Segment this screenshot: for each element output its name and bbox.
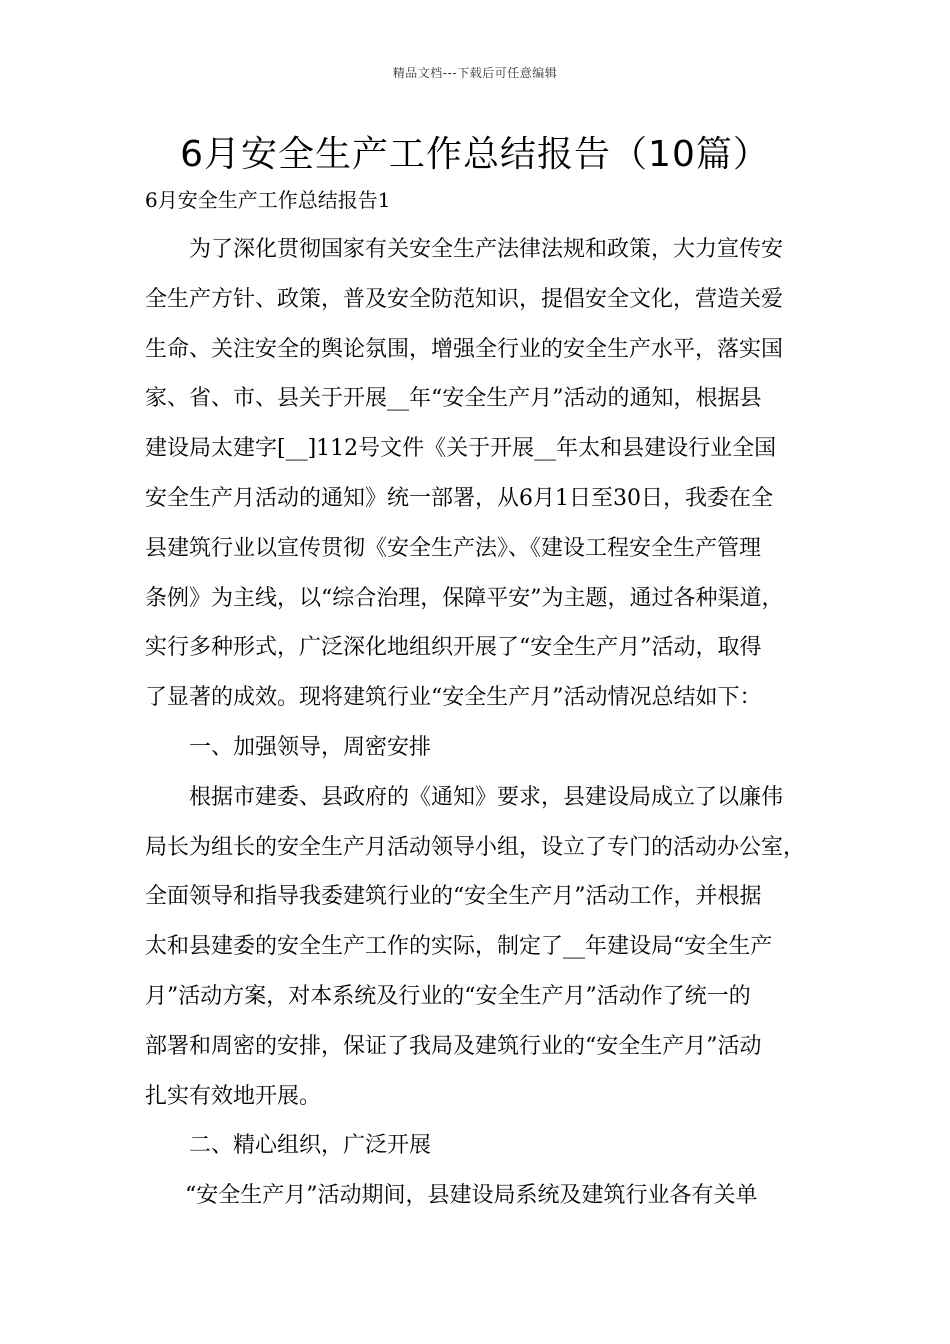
paragraph-line: 实行多种形式，广泛深化地组织开展了“安全生产月”活动，取得 <box>145 635 762 661</box>
paragraph-line: 县建筑行业以宣传贯彻《安全生产法》、《建设工程安全生产管理 <box>145 535 762 561</box>
paragraph-line: 月”活动方案，对本系统及行业的“安全生产月”活动作了统一的 <box>145 983 751 1009</box>
paragraph-line: 了显著的成效。现将建筑行业“安全生产月”活动情况总结如下： <box>145 685 762 711</box>
page-header: 精品文档---下载后可任意编辑 <box>392 66 558 80</box>
paragraph-line: 全面领导和指导我委建筑行业的“安全生产月”活动工作，并根据 <box>145 884 762 910</box>
paragraph-line: 为了深化贯彻国家有关安全生产法律法规和政策，大力宣传安 <box>189 237 784 262</box>
paragraph-line: “安全生产月”活动期间，县建设局系统及建筑行业各有关单 <box>185 1183 758 1209</box>
paragraph-line: 全生产方针、政策，普及安全防范知识，提倡安全文化，营造关爱 <box>145 286 784 312</box>
paragraph-line: 根据市建委、县政府的《通知》要求，县建设局成立了以廉伟 <box>189 784 784 810</box>
paragraph-line: 部署和周密的安排，保证了我局及建筑行业的“安全生产月”活动 <box>145 1033 762 1059</box>
document-title: 6月安全生产工作总结报告（10篇） <box>180 134 770 175</box>
paragraph-line: 局长为组长的安全生产月活动领导小组，设立了专门的活动办公室， <box>145 834 806 860</box>
paragraph-line: 建设局太建字[__]112号文件《关于开展__年太和县建设行业全国 <box>145 436 777 462</box>
section-heading: 一、加强领导，周密安排 <box>189 734 432 760</box>
document-subtitle: 6月安全生产工作总结报告1 <box>145 188 391 212</box>
section-heading: 二、精心组织，广泛开展 <box>189 1133 432 1159</box>
document-body <box>145 232 825 1228</box>
paragraph-line: 条例》为主线，以“综合治理，保障平安”为主题，通过各种渠道， <box>145 585 784 611</box>
paragraph-line: 太和县建委的安全生产工作的实际，制定了__年建设局“安全生产 <box>145 934 773 960</box>
paragraph-line: 安全生产月活动的通知》统一部署，从6月1日至30日，我委在全 <box>145 485 773 511</box>
paragraph-line: 扎实有效地开展。 <box>145 1083 322 1109</box>
paragraph-line: 家、省、市、县关于开展__年“安全生产月”活动的通知，根据县 <box>145 386 762 412</box>
paragraph-line: 生命、关注安全的舆论氛围，增强全行业的安全生产水平，落实国 <box>145 336 784 362</box>
